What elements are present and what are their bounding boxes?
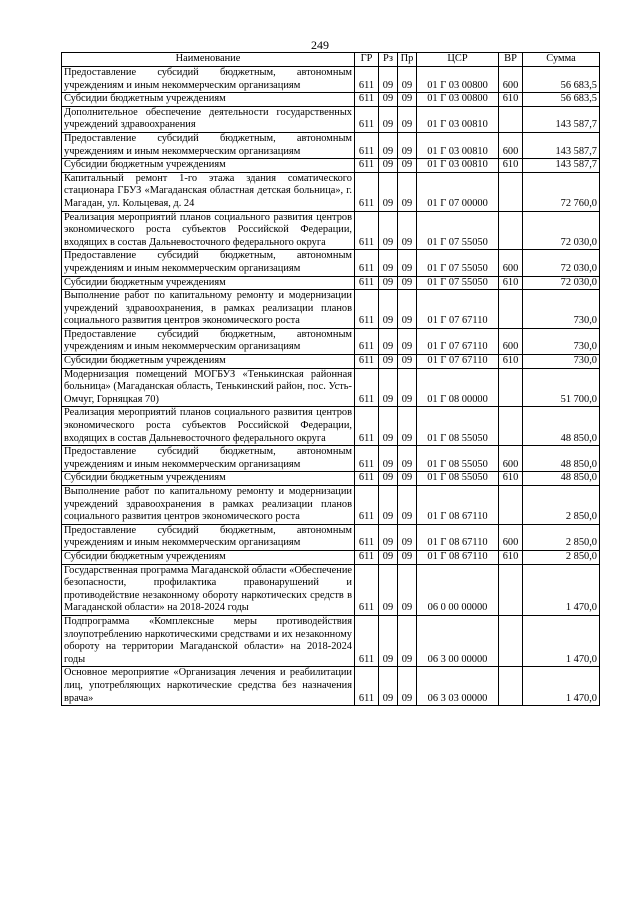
row-pr-cell: 09 [398, 368, 417, 407]
row-gr-cell: 611 [355, 67, 379, 93]
row-gr-cell: 611 [355, 407, 379, 446]
row-gr-cell: 611 [355, 667, 379, 706]
row-gr-cell: 611 [355, 250, 379, 276]
row-vr-cell: 600 [499, 132, 523, 158]
row-gr-cell: 611 [355, 615, 379, 666]
table-row [62, 667, 600, 706]
row-rz-cell: 09 [379, 290, 398, 329]
row-gr-cell: 611 [355, 172, 379, 211]
row-pr-cell: 09 [398, 159, 417, 173]
row-rz-cell: 09 [379, 67, 398, 93]
row-rz-cell: 09 [379, 564, 398, 615]
row-pr-cell: 09 [398, 667, 417, 706]
row-rz-cell: 09 [379, 407, 398, 446]
row-gr-cell: 611 [355, 93, 379, 107]
row-gr-cell: 611 [355, 132, 379, 158]
row-name-cell: Дополнительное обеспечение деятельности государственных учреждений здравоохранения [62, 106, 355, 132]
row-name-cell: Выполнение работ по капитальному ремонту и модернизации учреждений здравоохранения, в рамках реализации планов социального развития центров экономического роста [62, 290, 355, 329]
table-row [62, 132, 600, 158]
row-csr-cell: 01 Г 07 00000 [417, 172, 499, 211]
row-sum-cell: 48 850,0 [523, 407, 600, 446]
table-row [62, 550, 600, 564]
row-csr-cell: 06 3 03 00000 [417, 667, 499, 706]
row-name-cell: Предоставление субсидий бюджетным, автономным учреждениям и иным некоммерческим организациям [62, 132, 355, 158]
row-csr-cell: 06 0 00 00000 [417, 564, 499, 615]
column-header-sum: Сумма [523, 53, 600, 67]
row-gr-cell: 611 [355, 564, 379, 615]
row-pr-cell: 09 [398, 615, 417, 666]
row-vr-cell [499, 615, 523, 666]
row-name-cell: Предоставление субсидий бюджетным, автономным учреждениям и иным некоммерческим организациям [62, 328, 355, 354]
row-csr-cell: 01 Г 07 67110 [417, 290, 499, 329]
table-row [62, 67, 600, 93]
row-sum-cell: 730,0 [523, 290, 600, 329]
row-vr-cell: 600 [499, 67, 523, 93]
row-gr-cell: 611 [355, 106, 379, 132]
row-rz-cell: 09 [379, 524, 398, 550]
row-gr-cell: 611 [355, 368, 379, 407]
row-sum-cell: 2 850,0 [523, 486, 600, 525]
row-name-cell: Капитальный ремонт 1-го этажа здания соматического стационара ГБУЗ «Магаданская областная детская больница», г. Магадан, ул. Кольцевая, д. 24 [62, 172, 355, 211]
row-csr-cell: 01 Г 07 55050 [417, 276, 499, 290]
row-csr-cell: 01 Г 08 55050 [417, 472, 499, 486]
row-sum-cell: 48 850,0 [523, 446, 600, 472]
table-row [62, 250, 600, 276]
row-vr-cell [499, 211, 523, 250]
row-rz-cell: 09 [379, 615, 398, 666]
row-name-cell: Субсидии бюджетным учреждениям [62, 159, 355, 173]
row-name-cell: Реализация мероприятий планов социального развития центров экономического роста субъектов Российской Федерации, входящих в состав Дальневосточного федерального округа [62, 407, 355, 446]
row-csr-cell: 01 Г 03 00800 [417, 93, 499, 107]
row-rz-cell: 09 [379, 355, 398, 369]
table-row [62, 159, 600, 173]
row-gr-cell: 611 [355, 550, 379, 564]
table-row [62, 211, 600, 250]
row-pr-cell: 09 [398, 132, 417, 158]
column-header-gr: ГР [355, 53, 379, 67]
table-row [62, 446, 600, 472]
row-rz-cell: 09 [379, 472, 398, 486]
table-row [62, 276, 600, 290]
row-csr-cell: 01 Г 03 00810 [417, 106, 499, 132]
page-number: 249 [311, 38, 329, 52]
row-gr-cell: 611 [355, 524, 379, 550]
column-header-rz: Рз [379, 53, 398, 67]
row-vr-cell [499, 667, 523, 706]
row-gr-cell: 611 [355, 290, 379, 329]
column-header-pr: Пр [398, 53, 417, 67]
row-vr-cell: 610 [499, 550, 523, 564]
row-vr-cell: 610 [499, 159, 523, 173]
row-name-cell: Модернизация помещений МОГБУЗ «Тенькинская районная больница» (Магаданская область, Тенькинский район, пос. Усть-Омчуг, Горняцкая 70) [62, 368, 355, 407]
table-row [62, 407, 600, 446]
row-pr-cell: 09 [398, 106, 417, 132]
row-name-cell: Предоставление субсидий бюджетным, автономным учреждениям и иным некоммерческим организациям [62, 67, 355, 93]
row-rz-cell: 09 [379, 250, 398, 276]
row-vr-cell [499, 368, 523, 407]
row-sum-cell: 1 470,0 [523, 564, 600, 615]
row-name-cell: Реализация мероприятий планов социального развития центров экономического роста субъектов Российской Федерации, входящих в состав Дальневосточного федерального округа [62, 211, 355, 250]
row-sum-cell: 72 760,0 [523, 172, 600, 211]
row-gr-cell: 611 [355, 355, 379, 369]
table-row [62, 290, 600, 329]
row-name-cell: Предоставление субсидий бюджетным, автономным учреждениям и иным некоммерческим организациям [62, 524, 355, 550]
table-row [62, 472, 600, 486]
column-header-name: Наименование [62, 53, 355, 67]
row-gr-cell: 611 [355, 328, 379, 354]
row-sum-cell: 2 850,0 [523, 550, 600, 564]
row-name-cell: Предоставление субсидий бюджетным, автономным учреждениям и иным некоммерческим организациям [62, 250, 355, 276]
row-gr-cell: 611 [355, 446, 379, 472]
row-pr-cell: 09 [398, 172, 417, 211]
row-sum-cell: 48 850,0 [523, 472, 600, 486]
row-rz-cell: 09 [379, 446, 398, 472]
table-row [62, 93, 600, 107]
row-pr-cell: 09 [398, 93, 417, 107]
row-pr-cell: 09 [398, 407, 417, 446]
row-gr-cell: 611 [355, 486, 379, 525]
row-sum-cell: 56 683,5 [523, 93, 600, 107]
row-csr-cell: 01 Г 08 67110 [417, 486, 499, 525]
row-csr-cell: 01 Г 08 55050 [417, 407, 499, 446]
row-vr-cell [499, 290, 523, 329]
table-row [62, 524, 600, 550]
row-rz-cell: 09 [379, 106, 398, 132]
row-gr-cell: 611 [355, 276, 379, 290]
row-pr-cell: 09 [398, 486, 417, 525]
row-vr-cell [499, 486, 523, 525]
table-row [62, 615, 600, 666]
row-name-cell: Предоставление субсидий бюджетным, автономным учреждениям и иным некоммерческим организациям [62, 446, 355, 472]
row-vr-cell: 600 [499, 250, 523, 276]
row-csr-cell: 01 Г 07 55050 [417, 211, 499, 250]
row-rz-cell: 09 [379, 211, 398, 250]
row-pr-cell: 09 [398, 564, 417, 615]
row-rz-cell: 09 [379, 667, 398, 706]
row-name-cell: Субсидии бюджетным учреждениям [62, 355, 355, 369]
row-name-cell: Субсидии бюджетным учреждениям [62, 276, 355, 290]
table-row [62, 355, 600, 369]
row-vr-cell: 600 [499, 446, 523, 472]
row-rz-cell: 09 [379, 93, 398, 107]
row-csr-cell: 01 Г 08 55050 [417, 446, 499, 472]
row-csr-cell: 01 Г 03 00800 [417, 67, 499, 93]
row-sum-cell: 143 587,7 [523, 106, 600, 132]
row-sum-cell: 72 030,0 [523, 276, 600, 290]
row-rz-cell: 09 [379, 368, 398, 407]
row-sum-cell: 730,0 [523, 355, 600, 369]
row-name-cell: Субсидии бюджетным учреждениям [62, 472, 355, 486]
row-name-cell: Выполнение работ по капитальному ремонту и модернизации учреждений здравоохранения в рамках реализации планов социального развития центров экономического роста [62, 486, 355, 525]
column-header-vr: ВР [499, 53, 523, 67]
row-sum-cell: 1 470,0 [523, 667, 600, 706]
row-sum-cell: 143 587,7 [523, 132, 600, 158]
table-header-row [62, 53, 600, 67]
row-csr-cell: 01 Г 07 67110 [417, 328, 499, 354]
row-csr-cell: 01 Г 07 67110 [417, 355, 499, 369]
row-csr-cell: 01 Г 08 67110 [417, 524, 499, 550]
row-rz-cell: 09 [379, 159, 398, 173]
row-csr-cell: 06 3 00 00000 [417, 615, 499, 666]
table-body [62, 67, 600, 706]
row-pr-cell: 09 [398, 67, 417, 93]
table-row [62, 368, 600, 407]
row-pr-cell: 09 [398, 211, 417, 250]
row-sum-cell: 72 030,0 [523, 250, 600, 276]
row-name-cell: Субсидии бюджетным учреждениям [62, 93, 355, 107]
row-pr-cell: 09 [398, 276, 417, 290]
row-vr-cell [499, 106, 523, 132]
column-header-csr: ЦСР [417, 53, 499, 67]
row-sum-cell: 56 683,5 [523, 67, 600, 93]
row-sum-cell: 730,0 [523, 328, 600, 354]
row-name-cell: Подпрограмма «Комплексные меры противодействия злоупотреблению наркотическими средствами и их незаконному обороту на территории Магаданской области» на 2018-2024 годы [62, 615, 355, 666]
row-pr-cell: 09 [398, 250, 417, 276]
row-pr-cell: 09 [398, 524, 417, 550]
row-pr-cell: 09 [398, 290, 417, 329]
row-vr-cell [499, 564, 523, 615]
row-name-cell: Государственная программа Магаданской области «Обеспечение безопасности, профилактика правонарушений и противодействие незаконному обороту наркотических средств в Магаданской области» на 2018-2024 годы [62, 564, 355, 615]
row-rz-cell: 09 [379, 328, 398, 354]
row-pr-cell: 09 [398, 472, 417, 486]
row-csr-cell: 01 Г 03 00810 [417, 159, 499, 173]
row-rz-cell: 09 [379, 172, 398, 211]
row-vr-cell [499, 172, 523, 211]
row-vr-cell [499, 407, 523, 446]
row-vr-cell: 610 [499, 355, 523, 369]
table-row [62, 328, 600, 354]
row-vr-cell: 610 [499, 93, 523, 107]
row-rz-cell: 09 [379, 486, 398, 525]
table-row [62, 106, 600, 132]
row-vr-cell: 610 [499, 276, 523, 290]
row-csr-cell: 01 Г 07 55050 [417, 250, 499, 276]
row-pr-cell: 09 [398, 550, 417, 564]
table-row [62, 564, 600, 615]
row-name-cell: Субсидии бюджетным учреждениям [62, 550, 355, 564]
row-pr-cell: 09 [398, 446, 417, 472]
row-sum-cell: 2 850,0 [523, 524, 600, 550]
row-sum-cell: 51 700,0 [523, 368, 600, 407]
row-vr-cell: 600 [499, 328, 523, 354]
row-pr-cell: 09 [398, 355, 417, 369]
row-rz-cell: 09 [379, 132, 398, 158]
row-rz-cell: 09 [379, 550, 398, 564]
row-sum-cell: 72 030,0 [523, 211, 600, 250]
row-gr-cell: 611 [355, 472, 379, 486]
row-vr-cell: 600 [499, 524, 523, 550]
row-gr-cell: 611 [355, 211, 379, 250]
table-row [62, 172, 600, 211]
row-vr-cell: 610 [499, 472, 523, 486]
row-gr-cell: 611 [355, 159, 379, 173]
table-row [62, 486, 600, 525]
row-name-cell: Основное мероприятие «Организация лечения и реабилитации лиц, употребляющих наркотические средства без назначения врача» [62, 667, 355, 706]
row-pr-cell: 09 [398, 328, 417, 354]
row-csr-cell: 01 Г 03 00810 [417, 132, 499, 158]
row-csr-cell: 01 Г 08 00000 [417, 368, 499, 407]
budget-table [61, 52, 600, 706]
row-sum-cell: 143 587,7 [523, 159, 600, 173]
row-sum-cell: 1 470,0 [523, 615, 600, 666]
row-csr-cell: 01 Г 08 67110 [417, 550, 499, 564]
row-rz-cell: 09 [379, 276, 398, 290]
